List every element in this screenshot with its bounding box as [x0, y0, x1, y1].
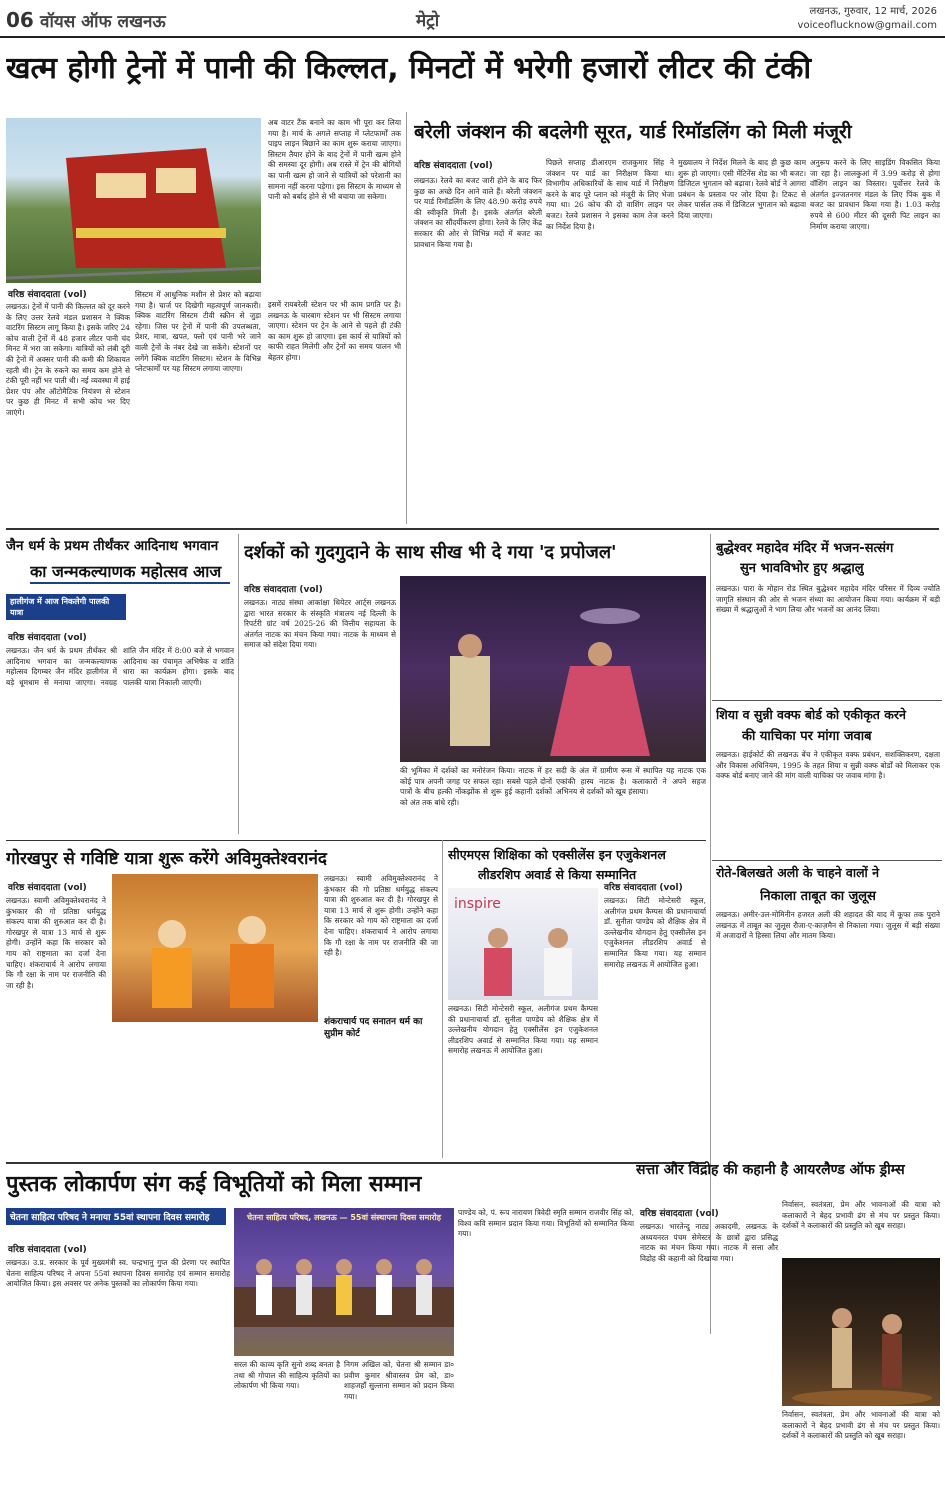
book-byline: वरिष्ठ संवाददाता (vol) [8, 1245, 87, 1255]
temple-headline-2: सुन भावविभोर हुए श्रद्धालु [740, 561, 864, 576]
book-col-2: सरल की काव्य कृति सुनो शब्द बनता है तथा श्री गोपाल की साहित्य कृतियों का लोकार्पण भी किया गया। [234, 1360, 340, 1391]
book-col-4: पाण्डेय को, पं. रूप नारायण त्रिवेदी स्मृति सम्मान राजवीर सिंह को, विश्व कवि सम्मान प्रदान किया गया। विभूतियों को सम्मानित किया गया। [458, 1208, 634, 1239]
play-col-3: सदी के अंत में ग्रामीण रूस में स्थापित यह नाटक एक एकांकी हास्य नाटक है। कलाकारों ने अपने सहज अभिनय से दर्शकों को खूब हंसाया। [556, 766, 706, 797]
section-rule [6, 528, 939, 530]
lead-col-3: अब वाटर टैंक बनाने का काम भी पूरा कर लिया गया है। मार्च के अगले सप्ताह में प्लेटफार्मों तक पाइप लाइन बिछाने का काम शुरू कराया जाएगा। सिस्टम तैयार होने के बाद ट्रेनों में पानी खत्म होने की समस्या दूर होगी। अब रास्ते में ट्रेन की बोगियों का पानी खत्म हो जाने से यात्रियों को परेशानी का सामना नहीं करना पड़ेगा। इस सिस्टम के माध्यम से पानी को बर्बाद होने से भी बचाया जा सकेगा। [268, 118, 401, 202]
gorakhpur-headline: गोरखपुर से गविष्टि यात्रा शुरू करेंगे अविमुक्तेश्वरानंद [6, 849, 327, 869]
train-photo [6, 118, 261, 283]
date-text: लखनऊ, गुरुवार, 12 मार्च, 2026 [809, 6, 937, 17]
cms-photo [448, 888, 598, 1000]
bareilly-col-2: पिछले सप्ताह डीआरएम राजकुमार सिंह ने जंक्शन पर यार्ड का निरीक्षण किया था। विभागीय अधिकारियों के साथ यार्ड में निरीक्षण करने के बाद पूरे प्लान को मंजूरी के लिए भेजा गया था। 26 कोच की दो वाशिंग लाइन पर बजट। रेलवे प्रशासन ने इसका काम तेज करने का निर्देश दिया है। [546, 158, 674, 231]
paper-name: वॉयस ऑफ लखनऊ [40, 12, 166, 32]
temple-headline-1: बुद्धेश्वर महादेव मंदिर में भजन-सत्संग [716, 541, 894, 556]
bareilly-col-3: मुख्यालय ने निर्देश मिलने के बाद ही कुछ काम शुरू हो जाएगा। एसी मेंटिनेंस शेड का भी बजट। डिजिटल भुगतान को बढ़ावा। रेलवे बोर्ड ने आगरा प्रबंधन के प्रस्ताव पर जोर दिया है। टिकट से लेकर पार्सल तक में डिजिटल भुगतान को बढ़ावा दिया जाएगा। [678, 158, 806, 220]
play-col-2: की भूमिका में दर्शकों का मनोरंजन किया। नाटक में हर कोई पात्र अपनी जगह पर सफल रहा। सबसे पहले दोनों पात्रों के बीच हल्की नोंकझोंक से शुरू हुई कहानी दर्शकों को अंत तक बांधे रही। [400, 766, 552, 807]
gorakhpur-text-2: लखनऊ। स्वामी अविमुक्तेश्वरानंद ने कुंभकार की गो प्रतिष्ठा धर्मयुद्ध संकल्प यात्रा की शुरुआत कर दी है। गोरखपुर से यात्रा 13 मार्च से शुरू होगी। उन्होंने कहा कि सरकार को गाय को राष्ट्रमाता का दर्जा देना चाहिए। शंकराचार्य ने आरोप लगाया कि गौ रक्षा के नाम पर राजनीति की जा रही है। [324, 874, 438, 958]
page-number: 06 [6, 8, 34, 32]
jain-headline-2: का जन्मकल्याणक महोत्सव आज [30, 560, 230, 584]
jain-byline: वरिष्ठ संवाददाता (vol) [8, 633, 87, 643]
lead-col-2: सिस्टम में आधुनिक मशीन से प्रेशर को बढ़ाया गया है। चार्ज पर दिखेगी महत्वपूर्ण जानकारी। क्विक वाटरिंग सिस्टम टीवी स्क्रीन से जुड़ा रहेगा। जिस पर ट्रेनों में पानी की उपलब्धता, प्रेशर, मात्रा, खपत, फ्लो एवं पानी भरे जाने वाली ट्रेनों के नंबर देखे जा सकेंगे। स्टेशनों पर लगेंगे क्विक वाटरिंग सिस्टम। स्टेशन के विभिन्न प्लेटफार्मों पर यह सिस्टम लगाया जाएगा। [135, 290, 261, 374]
gorakhpur-byline: वरिष्ठ संवाददाता (vol) [8, 883, 87, 893]
book-col-3: निगम अखिल को, चेतना श्री सम्मान डा० प्रवीण कुमार श्रीवास्तव प्रेम को, डा० शाहजहाँ सुल्ताना सम्मान को प्रदान किया गया। [344, 1360, 454, 1401]
jain-text: लखनऊ। जैन धर्म के प्रथम तीर्थंकर श्री आदिनाथ भगवान का जन्मकल्याणक महोत्सव दिगम्बर जैन मंदिर हालीगंज में बड़े धूमधाम से मनाया जाएगा। नवग्रह शांति जैन मंदिर में 8:00 बजे से भगवान आदिनाथ का पंचामृत अभिषेक व शांति धारा का कार्यक्रम होगा। इसके बाद पालकी यात्रा निकाली जाएगी। [6, 646, 234, 687]
book-tag: चेतना साहित्य परिषद ने मनाया 55वां स्थापना दिवस समारोह [6, 1208, 226, 1225]
book-col-1: लखनऊ। उ.प्र. सरकार के पूर्व मुख्यमंत्री स्व. चन्द्रभानु गुप्त की प्रेरणा पर स्थापित चेतना साहित्य परिषद ने अपना 55वां स्थापना दिवस समारोह एवं सम्मान समारोह आयोजित किया। इस अवसर पर अनेक पुस्तकों का लोकार्पण किया गया। [6, 1258, 230, 1289]
cms-byline: वरिष्ठ संवाददाता (vol) [604, 883, 683, 893]
column-divider [442, 840, 443, 1158]
play-byline: वरिष्ठ संवाददाता (vol) [244, 585, 323, 595]
bareilly-headline: बरेली जंक्शन की बदलेगी सूरत, यार्ड रिमॉडलिंग को मिली मंजूरी [414, 121, 852, 143]
gorakhpur-subhead: शंकराचार्य पद सनातन धर्म का सुप्रीम कोर्ट [324, 1017, 423, 1039]
ireland-col-1: लखनऊ। भारतेन्दु नाट्य अकादमी, लखनऊ के अध्ययनरत पंचम सेमेस्टर के छात्रों द्वारा प्रसिद्ध नाटक का मंचन किया गया। नाटक में सत्ता और विद्रोह की कहानी को दिखाया गया। [640, 1222, 778, 1263]
gorakhpur-text: लखनऊ। स्वामी अविमुक्तेश्वरानंद ने कुंभकार की गो प्रतिष्ठा धर्मयुद्ध संकल्प यात्रा की शुरुआत कर दी है। गोरखपुर से यात्रा 13 मार्च से शुरू होगी। उन्होंने कहा कि सरकार को गाय को राष्ट्रमाता का दर्जा देना चाहिए। शंकराचार्य ने आरोप लगाया कि गौ रक्षा के नाम पर राजनीति की जा रही है। [6, 896, 106, 990]
jain-tag: हालीगंज में आज निकलेगी पालकी यात्रा [6, 594, 126, 620]
dateline [798, 5, 937, 33]
bareilly-byline: वरिष्ठ संवाददाता (vol) [414, 161, 493, 171]
email-text: voiceoflucknow@gmail.com [797, 20, 937, 31]
ireland-headline: सत्ता और विद्रोह की कहानी है आयरलैण्ड ऑफ ड्रीम्स [636, 1162, 905, 1178]
waqf-headline-1: शिया व सुन्नी वक्फ बोर्ड को एकीकृत करने [716, 707, 906, 722]
stage-illustration [782, 1258, 940, 1406]
play-headline: दर्शकों को गुदगुदाने के साथ सीख भी दे गया 'द प्रपोजल' [244, 542, 617, 563]
lead-byline: वरिष्ठ संवाददाता (vol) [8, 290, 87, 300]
play-col-1: लखनऊ। नाट्य संस्था आकांक्षा थियेटर आर्ट्स लखनऊ द्वारा भारत सरकार के संस्कृति मंत्रालय नई दिल्ली के रिपर्टरी ग्रांट वर्ष 2025-26 की वित्तीय सहायता के अंतर्गत नाटक का मंचन किया गया। नाटक के माध्यम से समाज को संदेश दिया गया। [244, 598, 396, 650]
divider [712, 700, 942, 701]
saints-illustration [112, 874, 318, 1022]
ireland-byline: वरिष्ठ संवाददाता (vol) [640, 1209, 719, 1219]
play-photo [400, 576, 706, 762]
ireland-col-2: निर्वासन, स्वतंत्रता, प्रेम और भावनाओं की यात्रा को कलाकारों ने बेहद प्रभावी ढंग से मंच पर प्रस्तुत किया। दर्शकों ने कलाकारों की प्रस्तुति को खूब सराहा। [782, 1200, 940, 1231]
lead-headline: खत्म होगी ट्रेनों में पानी की किल्लत, मिनटों में भरेगी हजारों लीटर की टंकी [6, 51, 812, 86]
waqf-headline-2: की याचिका पर मांगा जवाब [742, 729, 872, 744]
bareilly-col-1: लखनऊ। रेलवे का बजट जारी होने के बाद फिर कुछ का अच्छे दिन आने वाले हैं। बरेली जंक्शन पर यार्ड रिमॉडलिंग के लिए 48.90 करोड़ रुपये की स्वीकृति मिली है। इसके अंतर्गत बरेली जंक्शन का सौंदर्यीकरण होगा। रेलवे के लिए केंद्र सरकार की ओर से विभिन्न मदों में बजट का प्रावधान किया गया है। [414, 176, 542, 249]
book-photo [234, 1208, 454, 1356]
tabut-headline-2: निकाला ताबूत का जुलूस [760, 889, 876, 904]
bareilly-col-4: अनुरूप करने के लिए साइडिंग विकसित किया जा रहा है। लालकुआं में 3.99 करोड़ से होगा वॉशिंग लाइन का विस्तार। पूर्वोत्तर रेलवे के अंतर्गत इज्जतनगर मंडल के लिए पिंक बुक में बजट का प्रावधान किया गया है। 1.03 करोड़ रुपये से 600 मीटर की दूसरी पिट लाइन का निर्माण कराया जाएगा। [810, 158, 940, 231]
book-banner: चेतना साहित्य परिषद, लखनऊ — 55वां संस्थापना दिवस समारोह [247, 1213, 441, 1222]
section-name: मेट्रो [416, 11, 440, 31]
section-rule [6, 1162, 706, 1164]
waqf-text: लखनऊ। हाईकोर्ट की लखनऊ बेंच ने एकीकृत वक्फ प्रबंधन, सशक्तिकरण, दक्षता और विकास अधिनियम, 1995 के तहत शिया व सुन्नी वक्फ बोर्डों को मिलाकर एक वक्फ बोर्ड बनाए जाने की मांग वाली याचिका पर जवाब मांगा है। [716, 750, 940, 781]
lead-col-4: इसमें रायबरेली स्टेशन पर भी काम प्रगति पर है। लखनऊ के चारबाग स्टेशन पर भी सिस्टम लगाया जाएगा। स्टेशन पर ट्रेन के आने से पहले ही टंकी का काम शुरू हो जाएगा। इस कार्य से यात्रियों को काफी राहत मिलेगी और ट्रेनों का समय पालन भी बेहतर होगा। [268, 300, 401, 522]
cms-text-2: लखनऊ। सिटी मोन्टेसरी स्कूल, अलीगंज प्रथम कैम्पस की प्रधानाचार्या डॉ. सुनीता पाण्डेय को शैक्षिक क्षेत्र में उल्लेखनीय योगदान हेतु एक्सीलेंस इन एजुकेशनल लीडरशिप अवार्ड से सम्मानित किया गया। यह सम्मान समारोह लखनऊ में आयोजित हुआ। [604, 896, 706, 969]
svg-text:inspire: inspire [454, 896, 501, 912]
ireland-photo [782, 1258, 940, 1406]
jain-headline-1: जैन धर्म के प्रथम तीर्थंकर आदिनाथ भगवान [6, 538, 219, 554]
section-rule [6, 840, 706, 841]
masthead [0, 0, 945, 38]
gorakhpur-photo [112, 874, 318, 1022]
column-divider [406, 112, 407, 524]
book-headline: पुस्तक लोकार्पण संग कई विभूतियों को मिला सम्मान [6, 1172, 422, 1197]
tabut-text: लखनऊ। अमीर-उल-मोमिनीन हजरत अली की शहादत की याद में कूफा तक पुराने लखनऊ में ताबूत का जुलूस रौजा-ए-काज़मैन से निकाला गया। जुलूस में बड़ी संख्या में अजादारों ने हिस्सा लिया और मातम किया। [716, 910, 940, 941]
guests-illustration [234, 1227, 454, 1327]
column-divider [238, 534, 239, 834]
award-illustration [448, 888, 598, 1000]
train-illustration [6, 118, 261, 283]
cms-headline-1: सीएमएस शिक्षिका को एक्सीलेंस इन एजुकेशनल [448, 847, 666, 862]
tabut-headline-1: रोते-बिलखते अली के चाहने वालों ने [716, 865, 880, 880]
cms-text: लखनऊ। सिटी मोन्टेसरी स्कूल, अलीगंज प्रथम कैम्पस की प्रधानाचार्या डॉ. सुनीता पाण्डेय को शैक्षिक क्षेत्र में उल्लेखनीय योगदान हेतु एक्सीलेंस इन एजुकेशनल लीडरशिप अवार्ड से सम्मानित किया गया। यह सम्मान समारोह लखनऊ में आयोजित हुआ। [448, 1004, 598, 1056]
stage-illustration [400, 576, 706, 762]
cms-headline-2: लीडरशिप अवार्ड से किया सम्मानित [478, 867, 637, 882]
ireland-col-3: निर्वासन, स्वतंत्रता, प्रेम और भावनाओं की यात्रा को कलाकारों ने बेहद प्रभावी ढंग से मंच पर प्रस्तुत किया। दर्शकों ने कलाकारों की प्रस्तुति को खूब सराहा। [782, 1410, 940, 1441]
temple-text: लखनऊ। पारा के मोहान रोड स्थित बुद्धेश्वर महादेव मंदिर परिसर में दिव्य ज्योति जागृति संस्थान की ओर से भजन संध्या का आयोजन किया गया। कार्यक्रम में बड़ी संख्या में श्रद्धालुओं ने भाग लिया और भजनों का आनंद लिया। [716, 584, 940, 615]
lead-col-1: लखनऊ। ट्रेनों में पानी की किल्लत को दूर करने के लिए उत्तर रेलवे मंडल प्रशासन ने क्विक वाटरिंग सिस्टम लागू किया है। इसके जरिए 24 कोच वाली ट्रेनों में 48 हजार लीटर पानी चंद मिनट में भरा जा सकेगा। यात्रियों को लंबी दूरी की ट्रेनों में अक्सर पानी की कमी की शिकायत रहती थी। ट्रेन के रुकने का समय कम होने से टंकी पूरी नहीं भर पाती थी। नई व्यवस्था में हाई प्रेशर पंप और ऑटोमैटिक नियंत्रण से स्टेशन पर कुछ ही मिनट में सभी कोच भर दिए जाएंगे। [6, 302, 130, 417]
divider [712, 860, 942, 861]
